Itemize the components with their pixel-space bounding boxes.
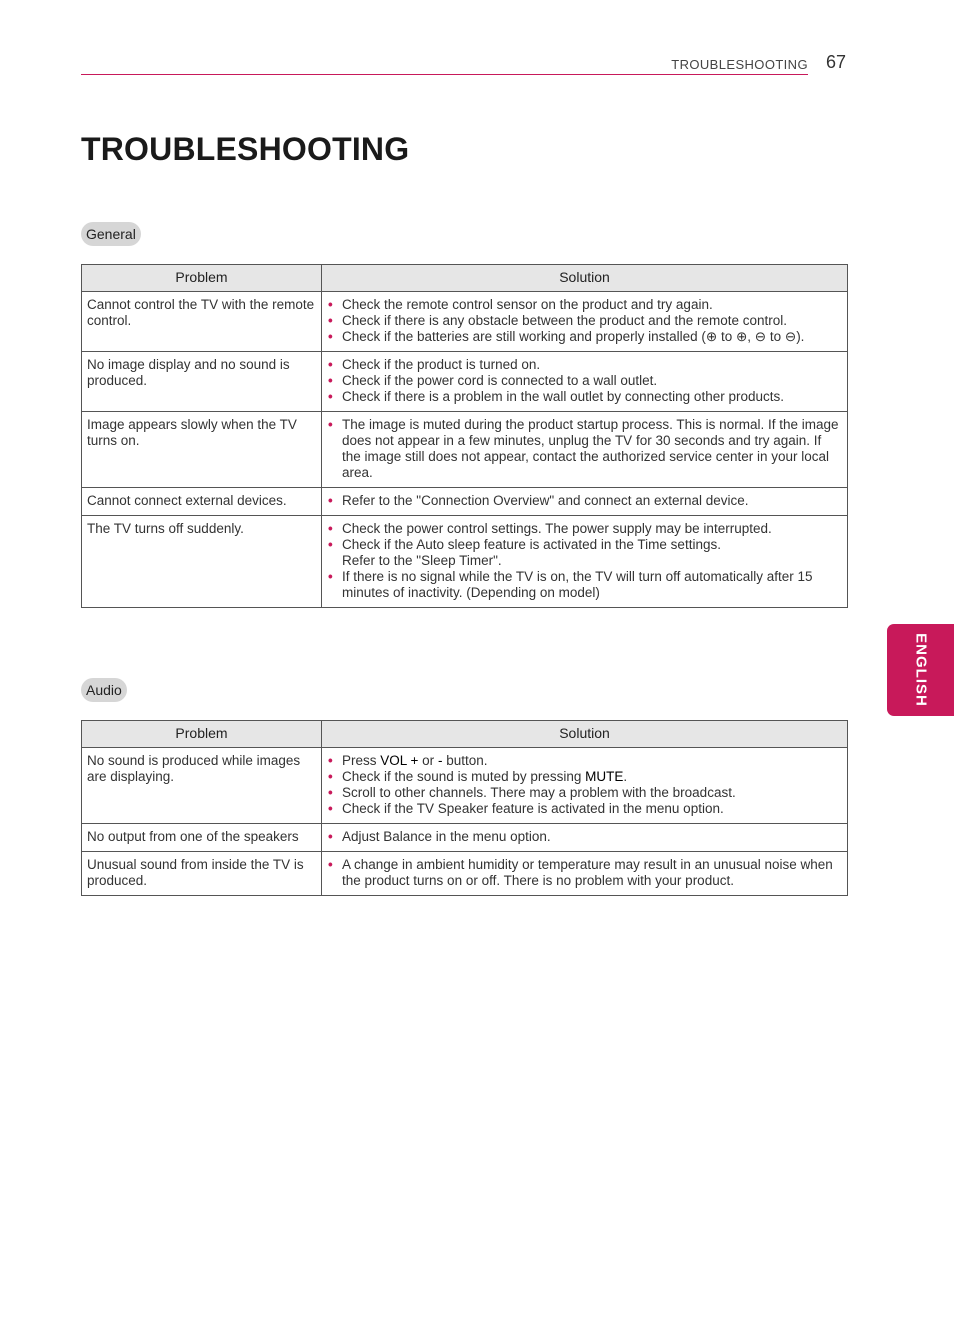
vol-plus-button-label: VOL + xyxy=(380,753,419,768)
solution-item: • Check if the TV Speaker feature is activated in the menu option. xyxy=(327,801,843,817)
table-row xyxy=(82,748,848,824)
solution-text: or xyxy=(418,753,438,768)
problem-cell: No sound is produced while images are displaying. xyxy=(82,748,322,824)
problem-cell: Cannot control the TV with the remote control. xyxy=(82,292,322,352)
solution-item: • Check the power control settings. The power supply may be interrupted. xyxy=(327,521,843,537)
minus-button-label: - xyxy=(437,753,443,768)
solution-text: Press xyxy=(342,753,381,768)
solution-item: • The image is muted during the product startup process. This is normal. If the image does not appear in a few minutes, unplug the TV for 30 seconds and try again. If the image still does not appear, contact the authorized service center in your local area. xyxy=(327,417,843,481)
solution-item: • Check the remote control sensor on the product and try again. xyxy=(327,297,843,313)
solution-column-header: Solution xyxy=(322,265,848,292)
solution-cell xyxy=(322,412,848,488)
page-title: TROUBLESHOOTING xyxy=(81,131,410,167)
general-section-label: General xyxy=(81,222,141,246)
problem-cell: Unusual sound from inside the TV is produced. xyxy=(82,852,322,896)
audio-section-label: Audio xyxy=(81,678,127,702)
table-row xyxy=(82,352,848,412)
solution-item xyxy=(327,753,843,769)
solution-cell xyxy=(322,852,848,896)
problem-cell: The TV turns off suddenly. xyxy=(82,516,322,608)
solution-text: Check if the sound is muted by pressing xyxy=(342,769,586,784)
solution-cell xyxy=(322,748,848,824)
table-header-row xyxy=(82,721,848,748)
solution-item: • Adjust Balance in the menu option. xyxy=(327,829,843,845)
problem-cell: No image display and no sound is produced. xyxy=(82,352,322,412)
solution-cell xyxy=(322,824,848,852)
solution-item xyxy=(327,537,843,569)
language-side-tab xyxy=(887,624,954,716)
solution-cell xyxy=(322,292,848,352)
solution-text: Check if the Auto sleep feature is activated in the Time settings. xyxy=(342,537,721,552)
problem-column-header: Problem xyxy=(82,721,322,748)
table-header-row xyxy=(82,265,848,292)
solution-text: button. xyxy=(442,753,488,768)
solution-item: • Check if the product is turned on. xyxy=(327,357,843,373)
solution-cell xyxy=(322,516,848,608)
problem-cell: Image appears slowly when the TV turns on. xyxy=(82,412,322,488)
solution-column-header: Solution xyxy=(322,721,848,748)
problem-cell: Cannot connect external devices. xyxy=(82,488,322,516)
solution-extra-text: Refer to the "Sleep Timer". xyxy=(342,553,502,568)
problem-column-header: Problem xyxy=(82,265,322,292)
table-row xyxy=(82,852,848,896)
solution-item: • Check if the power cord is connected to a wall outlet. xyxy=(327,373,843,389)
header-section-label: TROUBLESHOOTING xyxy=(671,57,808,72)
solution-item: • A change in ambient humidity or temperature may result in an unusual noise when the product turns on or off. There is no problem with your product. xyxy=(327,857,843,889)
solution-item: • Check if there is a problem in the wall outlet by connecting other products. xyxy=(327,389,843,405)
solution-item: • If there is no signal while the TV is on, the TV will turn off automatically after 15 minutes of inactivity. (Depending on model) xyxy=(327,569,843,601)
solution-text: . xyxy=(623,769,628,784)
solution-cell xyxy=(322,488,848,516)
audio-troubleshooting-table xyxy=(81,720,848,896)
solution-item: • Refer to the "Connection Overview" and connect an external device. xyxy=(327,493,843,509)
header-divider xyxy=(81,74,808,75)
problem-cell: No output from one of the speakers xyxy=(82,824,322,852)
general-troubleshooting-table xyxy=(81,264,848,608)
mute-button-label: MUTE xyxy=(585,769,624,784)
table-row xyxy=(82,824,848,852)
page-number: 67 xyxy=(826,52,847,72)
language-tab-label: ENGLISH xyxy=(912,633,929,707)
solution-item xyxy=(327,769,843,785)
solution-item: • Scroll to other channels. There may a problem with the broadcast. xyxy=(327,785,843,801)
solution-item: • Check if there is any obstacle between the product and the remote control. xyxy=(327,313,843,329)
table-row xyxy=(82,488,848,516)
solution-cell xyxy=(322,352,848,412)
table-row xyxy=(82,412,848,488)
solution-item: • Check if the batteries are still working and properly installed (⊕ to ⊕, ⊖ to ⊖). xyxy=(327,329,843,345)
table-row xyxy=(82,516,848,608)
table-row xyxy=(82,292,848,352)
